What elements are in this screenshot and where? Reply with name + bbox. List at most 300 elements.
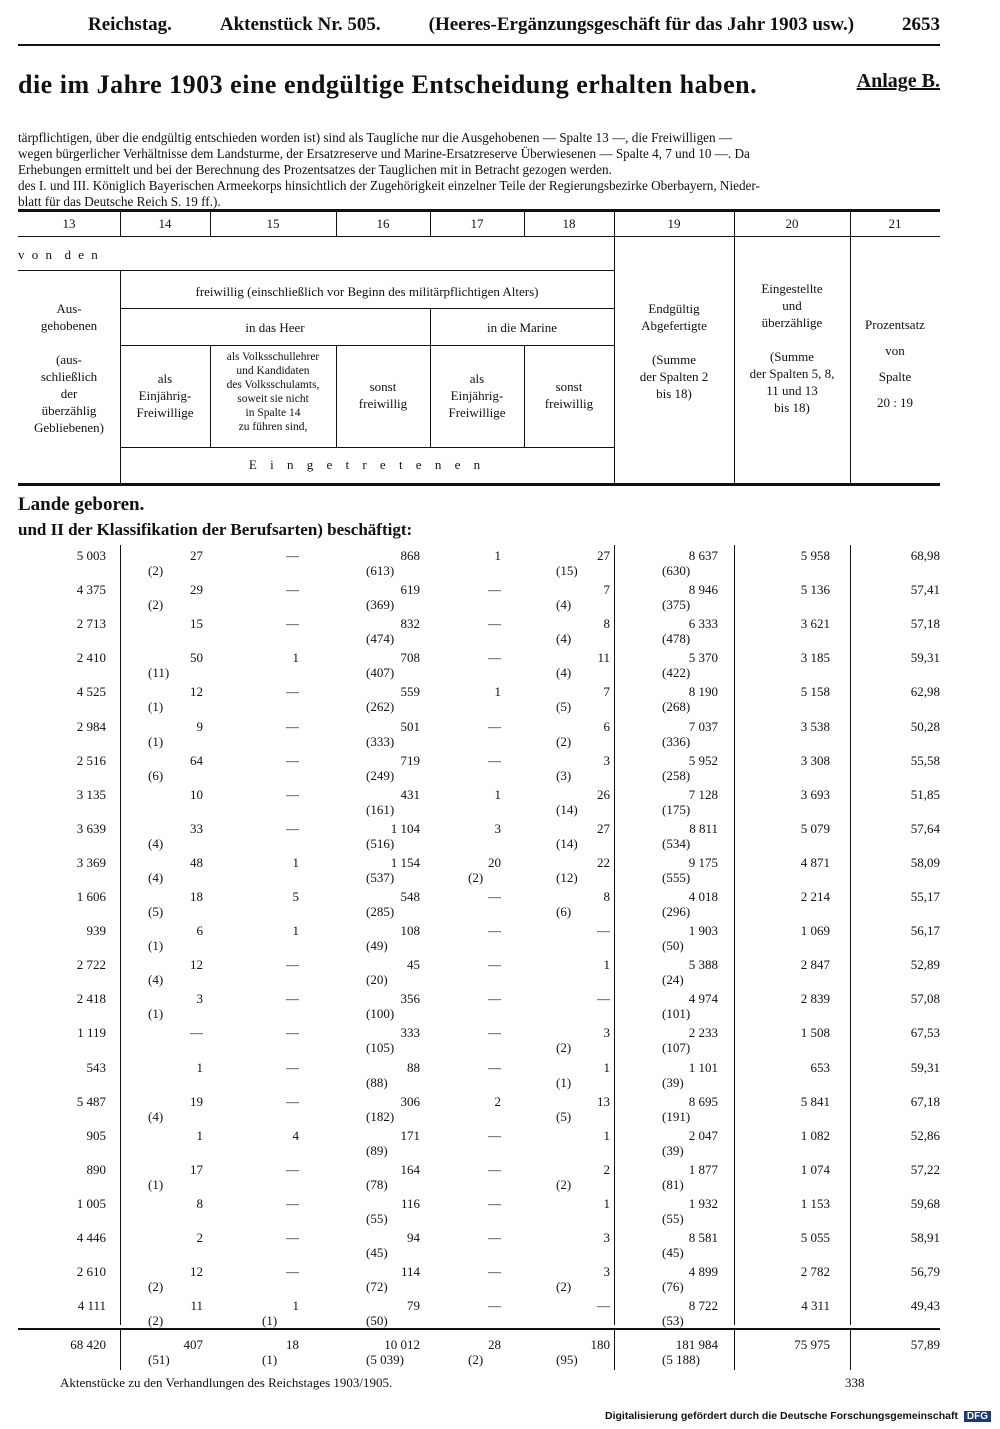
cell-sub-c17 [468,1352,483,1368]
cell-c13 [77,1264,106,1280]
cell-value: 2 418 [76,991,106,1007]
cell-c17 [488,650,501,666]
cell-value: 4 311 [801,1298,830,1314]
cell-sub-c19 [662,1279,684,1295]
cell-c18 [597,923,610,939]
cell-c15 [286,787,299,803]
cell-value: 5 487 [76,1093,106,1109]
cell-sub-c19 [662,597,690,613]
cell-value: 1 005 [76,1195,106,1211]
cell-c13 [77,889,106,905]
cell-c20 [801,1230,830,1246]
cell-subvalue: (4) [556,597,572,613]
cell-value: 7 [603,582,610,598]
cell-value: 5 079 [800,820,830,836]
cell-value: 88 [407,1059,420,1075]
cell-value: 868 [400,548,420,563]
cell-value: — [286,752,299,768]
cell-value: 1 [196,1059,203,1075]
cell-c17 [488,616,501,632]
cell-sub-c19 [662,1211,684,1227]
cell-value: — [286,820,299,836]
cell-value: 543 [86,1059,106,1075]
cell-subvalue: (6) [148,767,164,783]
cell-c15 [286,1337,299,1353]
heading-line: (aus- [56,352,82,367]
cell-c13 [87,923,107,939]
col21-heading [850,312,940,416]
table-row [18,753,940,789]
cell-subvalue: (55) [366,1210,388,1226]
cell-sub-c14 [148,972,163,988]
cell-value: — [286,1264,299,1280]
marine-label: in die Marine [486,320,558,335]
total-row-values [18,1337,940,1373]
table-row [18,684,940,720]
cell-value: 2 [603,1161,610,1177]
cell-value: — [488,1127,501,1143]
cell-c14 [190,787,203,803]
heading-line: freiwillig [544,396,594,411]
cell-c14 [190,821,203,837]
cell-value: 114 [400,1264,420,1280]
cell-c15 [286,719,299,735]
cell-subvalue: (76) [662,1279,684,1295]
cell-value: 2 713 [76,616,106,632]
cell-sub-c18 [556,597,571,613]
von-den-label: v o n d e n [18,247,100,262]
heading-line: als [157,371,173,386]
cell-value: 905 [86,1127,106,1143]
cell-value: — [488,752,501,768]
cell-c14 [190,1264,203,1280]
cell-c20 [801,1264,830,1280]
cell-value: 67,18 [910,1093,940,1109]
cell-subvalue: (258) [662,767,691,783]
cell-c16 [401,582,421,598]
cell-c21 [911,548,940,564]
cell-value: — [286,957,299,973]
cell-c15 [286,1025,299,1041]
cell-value: 8 [603,889,610,904]
cell-subvalue: (100) [366,1006,395,1022]
cell-value: 1 [196,1127,203,1143]
cell-value: 939 [86,923,106,939]
cell-value: 407 [183,1337,203,1352]
page-title: die im Jahre 1903 eine endgültige Entscheidung erhalten haben. [18,70,758,99]
cell-value: 8 190 [688,684,718,700]
table-row [18,787,940,823]
cell-value: 27 [190,548,203,563]
eingetretenen-label: E i n g e t r e t e n e n [248,457,486,472]
dfg-text: Digitalisierung gefördert durch die Deutsche Forschungsgemeinschaft [605,1410,958,1422]
cell-c13 [77,855,106,871]
cell-sub-c14 [148,1177,163,1193]
table-row [18,1025,940,1061]
cell-value: — [286,1161,299,1177]
cell-subvalue: (1) [148,733,164,749]
cell-c19 [689,855,718,871]
cell-value: — [286,1025,299,1041]
cell-sub-c19 [662,1006,690,1022]
cell-c15 [286,1196,299,1212]
cell-value: — [488,650,501,666]
cell-sub-c18 [556,1352,578,1368]
cell-value: 356 [400,991,420,1007]
cell-value: 5 370 [688,650,718,666]
table-row [18,889,940,925]
cell-c20 [801,582,830,598]
cell-value: 18 [190,889,203,904]
cell-c18 [597,855,610,871]
colnum-14: 14 [158,216,172,231]
cell-c16 [401,548,421,564]
cell-value: 5 388 [688,957,718,973]
cell-subvalue: (15) [556,563,578,578]
cell-value: — [286,1093,299,1109]
cell-c20 [801,787,830,803]
cell-subvalue: (3) [556,767,572,783]
cell-c16 [401,787,421,803]
cell-value: 79 [407,1298,420,1314]
cell-value: 4 525 [76,684,106,700]
cell-value: 8 [603,616,610,632]
heading-line: Aus- [56,301,82,316]
cell-sub-c16 [366,904,394,920]
cell-c18 [604,616,611,632]
cell-value: 15 [190,616,203,632]
cell-c13 [78,1298,106,1314]
table-row [18,855,940,891]
cell-c13 [87,1060,107,1076]
cell-c20 [801,616,830,632]
cell-sub-c16 [366,699,394,715]
cell-value: 10 012 [384,1337,420,1352]
heading-line: schließlich [40,369,98,384]
table-row [18,821,940,857]
cell-c19 [689,923,718,939]
cell-subvalue: (39) [662,1074,684,1090]
cell-value: 8 811 [689,820,718,836]
table-top-rule [18,209,940,212]
cell-c21 [911,753,940,769]
cell-sub-c18 [556,1075,571,1091]
col16-heading [336,378,430,412]
cell-value: 9 175 [688,854,718,870]
cell-subvalue: (107) [662,1040,691,1056]
page-number: 2653 [902,14,940,35]
dfg-credit [605,1410,991,1422]
cell-c17 [488,1337,501,1353]
heading-line: Prozentsatz [865,317,925,332]
cell-c18 [604,582,611,598]
cell-value: 2 [494,1093,501,1109]
cell-subvalue: (105) [366,1040,395,1056]
cell-c21 [911,957,940,973]
cell-c16 [401,1025,421,1041]
cell-value: 3 369 [76,854,106,870]
cell-sub-c16 [366,1006,394,1022]
cell-c15 [286,957,299,973]
cell-value: — [488,923,501,939]
cell-c14 [190,1162,203,1178]
cell-value: 4 974 [688,991,718,1007]
footer-number: 338 [845,1375,865,1390]
cell-value: 52,89 [910,957,940,973]
cell-value: 6 333 [688,616,718,632]
cell-sub-c18 [556,870,578,886]
cell-sub-c14 [148,870,163,886]
table-row [18,1162,940,1198]
cell-value: 306 [400,1093,420,1109]
table-row [18,582,940,618]
cell-value: 5 055 [800,1230,830,1245]
cell-value: — [488,1230,501,1245]
cell-c13 [77,821,106,837]
cell-sub-c16 [366,1279,388,1295]
cell-value: 64 [190,752,203,768]
cell-subvalue: (369) [366,597,395,613]
cell-c14 [190,650,203,666]
cell-c21 [911,821,940,837]
cell-c19 [689,1128,718,1144]
cell-c21 [911,787,940,803]
cell-c19 [689,991,718,1007]
table-row [18,1230,940,1266]
cell-c19 [689,821,718,837]
cell-value: 94 [407,1230,420,1245]
cell-value: 3 [603,1230,610,1245]
cell-value: 2 782 [800,1264,830,1280]
cell-value: 3 [196,991,203,1007]
cell-subvalue: (161) [366,801,395,817]
cell-value: — [488,616,501,632]
cell-value: 22 [597,854,610,870]
cell-c17 [488,1196,501,1212]
cell-value: — [286,1059,299,1075]
heading-line: sonst [369,379,397,394]
cell-subvalue: (630) [662,563,691,578]
heading-line: gehobenen [40,318,98,333]
cell-sub-c14 [148,1352,170,1368]
cell-value: 1 [603,957,610,973]
cell-value: 1 104 [390,820,420,836]
heading-line: Einjährig- [450,388,504,403]
cell-value: — [488,991,501,1007]
heading-line: überzählig [41,403,97,418]
colnum-18: 18 [562,216,576,231]
cell-value: 4 111 [77,1298,106,1314]
page-header [88,14,940,36]
cell-c16 [401,1196,420,1212]
cell-c18 [597,548,610,564]
cell-value: 51,85 [910,786,940,802]
cell-subvalue: (191) [662,1108,691,1124]
cell-value: 619 [400,582,420,598]
cell-subvalue: (333) [366,733,395,749]
cell-c17 [488,1230,501,1246]
cell-value: 49,43 [910,1298,940,1314]
cell-subvalue: (4) [148,835,164,851]
cell-value: 26 [597,786,610,802]
cell-c17 [488,582,501,598]
eingetretenen-rule [120,447,614,448]
cell-c21 [911,1025,940,1041]
cell-c14 [190,889,203,905]
cell-c19 [689,616,718,632]
table-row [18,923,940,959]
cell-c18 [597,787,610,803]
cell-value: 3 [603,1025,610,1041]
cell-sub-c18 [556,1279,571,1295]
footer-text: Aktenstücke zu den Verhandlungen des Reichstages 1903/1905. [60,1375,393,1390]
cell-value: 2 516 [76,752,106,768]
heading-line: der Spalten 5, 8, [749,366,835,381]
cell-c13 [77,957,106,973]
intro-line: tärpflichtigen, über die endgültig entschieden worden ist) sind als Taugliche nur die Ausgehobenen — Spalte 13 —, die Freiwilligen — [18,130,733,145]
cell-c14 [197,1230,204,1246]
cell-value: 1 [292,1298,299,1314]
cell-sub-c19 [662,904,690,920]
heading-line: (Summe [769,349,815,364]
cell-c14 [184,1337,204,1353]
cell-c20 [801,991,830,1007]
cell-subvalue: (101) [662,1006,691,1022]
cell-c17 [495,1094,502,1110]
heading-line: überzählige [761,315,823,330]
cell-subvalue: (2) [556,1040,572,1056]
cell-subvalue: (72) [366,1279,388,1295]
cell-c16 [407,1230,420,1246]
cell-value: 108 [400,923,420,939]
cell-c13 [77,1230,106,1246]
cell-subvalue: (5) [556,1108,572,1124]
cell-subvalue: (51) [148,1352,170,1367]
cell-value: 1 932 [688,1195,718,1211]
cell-subvalue: (296) [662,904,691,919]
cell-value: 4 018 [688,889,718,904]
cell-sub-c18 [556,665,571,681]
cell-sub-c19 [662,665,690,681]
intro-line: wegen bürgerlicher Verhältnisse dem Landsturme, der Ersatzreserve und Marine-Ersatzreserve Überwiesenen — Spalte 4, 7 und 10 —. Da [18,146,750,161]
cell-value: 3 693 [800,786,830,802]
cell-subvalue: (55) [662,1210,684,1226]
cell-c15 [293,889,300,905]
cell-c21 [911,616,940,632]
cell-c20 [794,1337,830,1353]
cell-value: 11 [190,1298,203,1314]
cell-c17 [488,719,501,735]
cell-c18 [604,1264,611,1280]
cell-value: 56,17 [910,923,940,939]
cell-c13 [77,650,106,666]
cell-subvalue: (336) [662,733,691,749]
cell-subvalue: (45) [366,1245,388,1260]
cell-c15 [293,923,300,939]
cell-value: 59,31 [910,650,940,666]
cell-c14 [197,1128,204,1144]
cell-value: 68 420 [70,1337,106,1352]
cell-c14 [190,582,203,598]
cell-c19 [689,889,718,905]
cell-c13 [77,1094,106,1110]
heer-rule [120,345,614,346]
cell-subvalue: (1) [556,1074,572,1090]
cell-c19 [689,753,718,769]
cell-c18 [604,1128,611,1144]
cell-value: 7 [603,684,610,700]
cell-c16 [401,616,421,632]
cell-value: 8 946 [688,582,718,598]
cell-sub-c18 [556,768,571,784]
cell-subvalue: (1) [262,1313,278,1329]
cell-value: 2 984 [76,718,106,734]
cell-c17 [495,821,502,837]
cell-value: 20 [488,854,501,870]
cell-value: 164 [400,1161,420,1177]
cell-c16 [384,1337,420,1353]
cell-c20 [801,1128,830,1144]
col15-heading [210,350,336,434]
cell-value: 50,28 [910,718,940,734]
table-row [18,991,940,1027]
cell-sub-c14 [148,1006,163,1022]
cell-c15 [286,753,299,769]
cell-c15 [286,1094,299,1110]
cell-value: — [286,1195,299,1211]
cell-c21 [911,1264,940,1280]
cell-value: 1 [603,1059,610,1075]
cell-c20 [801,1298,830,1314]
col19-heading [614,300,734,402]
cell-value: — [488,1195,501,1211]
cell-value: — [597,923,610,939]
cell-sub-c16 [366,563,394,579]
cell-c17 [488,991,501,1007]
cell-c21 [911,582,940,598]
cell-c20 [801,855,830,871]
cell-c18 [597,1094,610,1110]
cell-value: 3 538 [800,718,830,734]
table-row [18,1196,940,1232]
col14-heading [120,370,210,421]
cell-value: — [488,718,501,734]
cell-c21 [911,1094,940,1110]
cell-value: 3 185 [800,650,830,666]
cell-sub-c19 [662,938,684,954]
cell-subvalue: (422) [662,665,691,681]
cell-value: 3 308 [800,752,830,768]
cell-value: 2 722 [76,957,106,973]
heer-label: in das Heer [245,320,305,335]
colnum-17: 17 [470,216,484,231]
heading-line: und [782,298,802,313]
cell-subvalue: (5 039) [366,1352,404,1367]
cell-value: 3 135 [76,786,106,802]
cell-value: 1 154 [390,854,420,870]
cell-value: 7 037 [688,718,718,734]
cell-value: 1 074 [800,1161,830,1177]
cell-c20 [801,1094,830,1110]
cell-value: 501 [400,718,420,734]
cell-value: 6 [196,923,203,939]
cell-c16 [401,1162,421,1178]
cell-value: 559 [400,684,420,700]
cell-value: 52,86 [910,1127,940,1143]
cell-c16 [401,684,421,700]
cell-c18 [604,1230,611,1246]
cell-c18 [604,957,611,973]
